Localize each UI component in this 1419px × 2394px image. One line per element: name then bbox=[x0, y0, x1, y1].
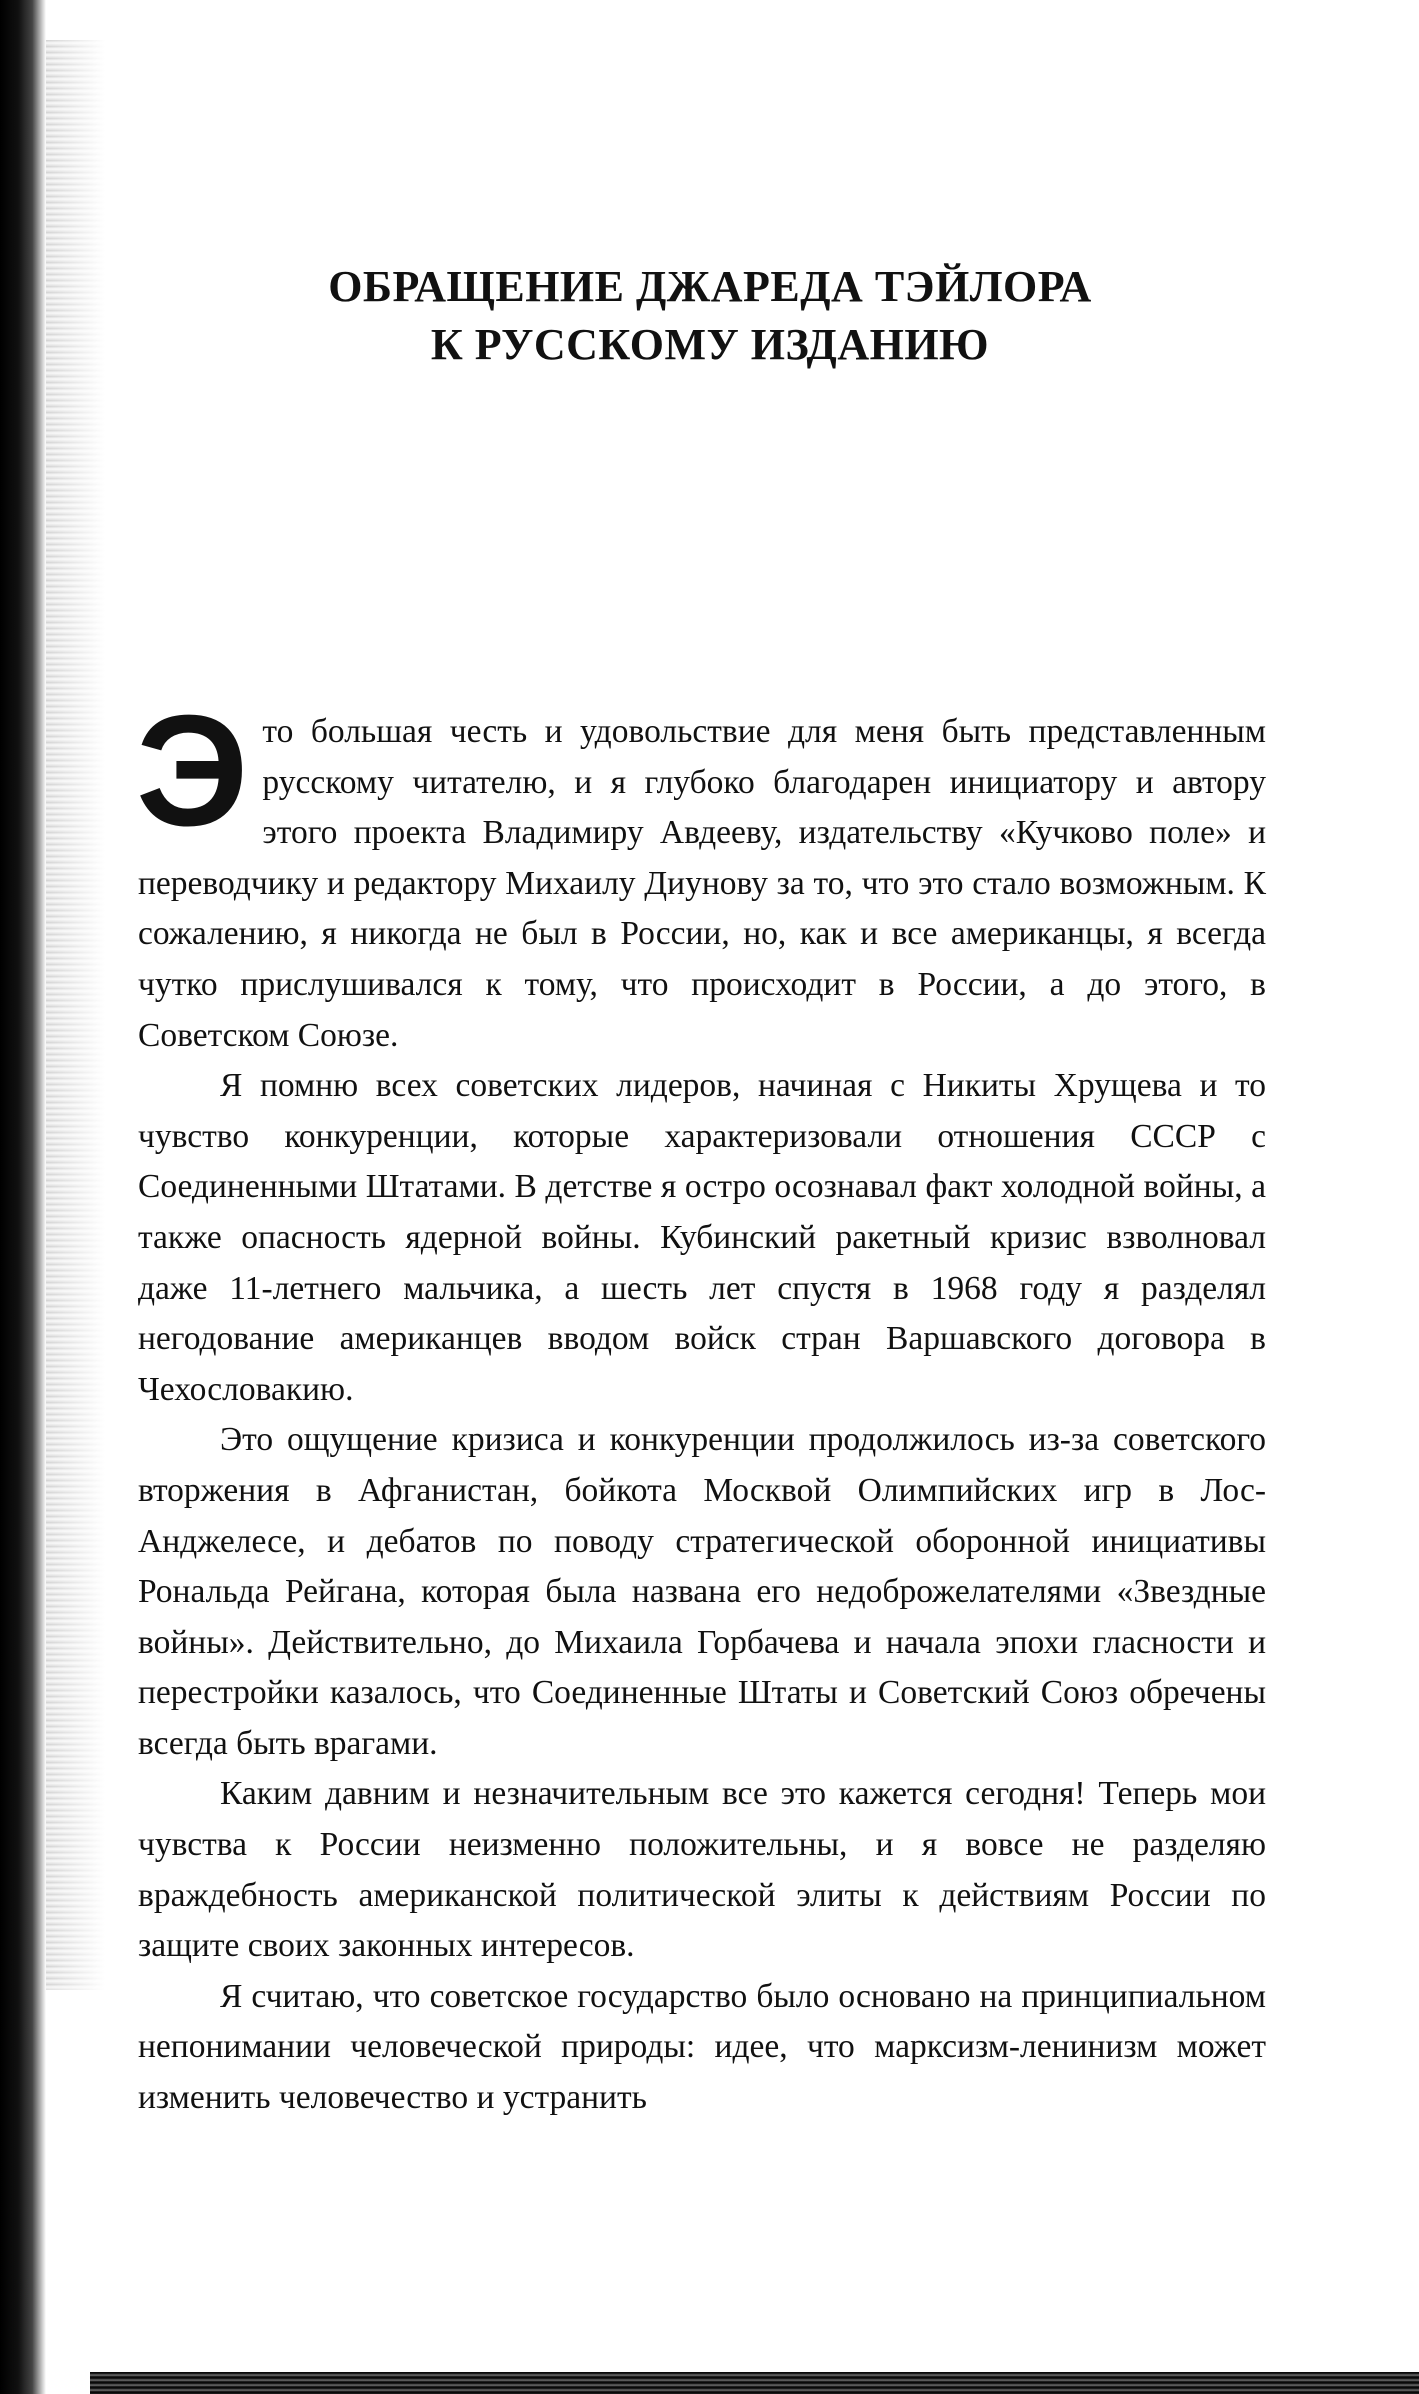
paragraph-1-text: то большая честь и удовольствие для меня быть представленным русскому читателю, и я глубоко благодарен инициатору и автору этого проекта Владимиру Авдееву, издательству «Кучково поле» и переводчику и редактору Михаилу Диунову за то, что это стало возможным. К сожалению, я никогда не был в России, но, как и все американцы, я всегда чутко прислушивался к тому, что происходит в России, а до этого, в Советском Союзе. bbox=[138, 713, 1266, 1054]
paragraph-2: Я помню всех советских лидеров, начиная с Никиты Хрущева и то чувство конкуренции, которые характеризовали отношения СССР с Соединенными Штатами. В детстве я остро осознавал факт холодной войны, а также опасность ядерной войны. Кубинский ракетный кризис взволновал даже 11-летнего мальчика, а шесть лет спустя в 1968 году я разделял негодование американцев вводом войск стран Варшавского договора в Чехословакию. bbox=[138, 1067, 1266, 1408]
page-title-line-2: К РУССКОМУ ИЗДАНИЮ bbox=[430, 320, 990, 369]
drop-cap: Э bbox=[136, 683, 249, 859]
paragraph-3: Это ощущение кризиса и конкуренции продолжилось из-за советского вторжения в Афганистан, бойкота Москвой Олимпийских игр в Лос-Анджелесе, и дебатов по поводу стратегической оборонной инициативы Рональда Рейгана, которая была названа его недоброжелателями «Звездные войны». Действительно, до Михаила Горбачева и начала эпохи гласности и перестройки казалось, что Соединенные Штаты и Советский Союз обречены всегда быть врагами. bbox=[138, 1421, 1266, 1762]
scan-edge-left bbox=[0, 0, 46, 2394]
scan-edge-bottom bbox=[90, 2372, 1419, 2394]
paragraph-4: Каким давним и незначительным все это кажется сегодня! Теперь мои чувства к России неизменно положительны, и я вовсе не разделяю враждебность американской политической элиты к действиям России по защите своих законных интересов. bbox=[138, 1775, 1266, 1965]
body-text bbox=[136, 683, 1266, 2124]
page-title-line-1: ОБРАЩЕНИЕ ДЖАРЕДА ТЭЙЛОРА bbox=[328, 262, 1092, 311]
page-title bbox=[150, 258, 1270, 374]
paragraph-1 bbox=[136, 683, 1266, 1061]
paragraph-5: Я считаю, что советское государство было основано на принципиальном непонимании человеческой природы: идее, что марксизм-ленинизм может изменить человечество и устранить bbox=[138, 1977, 1266, 2117]
